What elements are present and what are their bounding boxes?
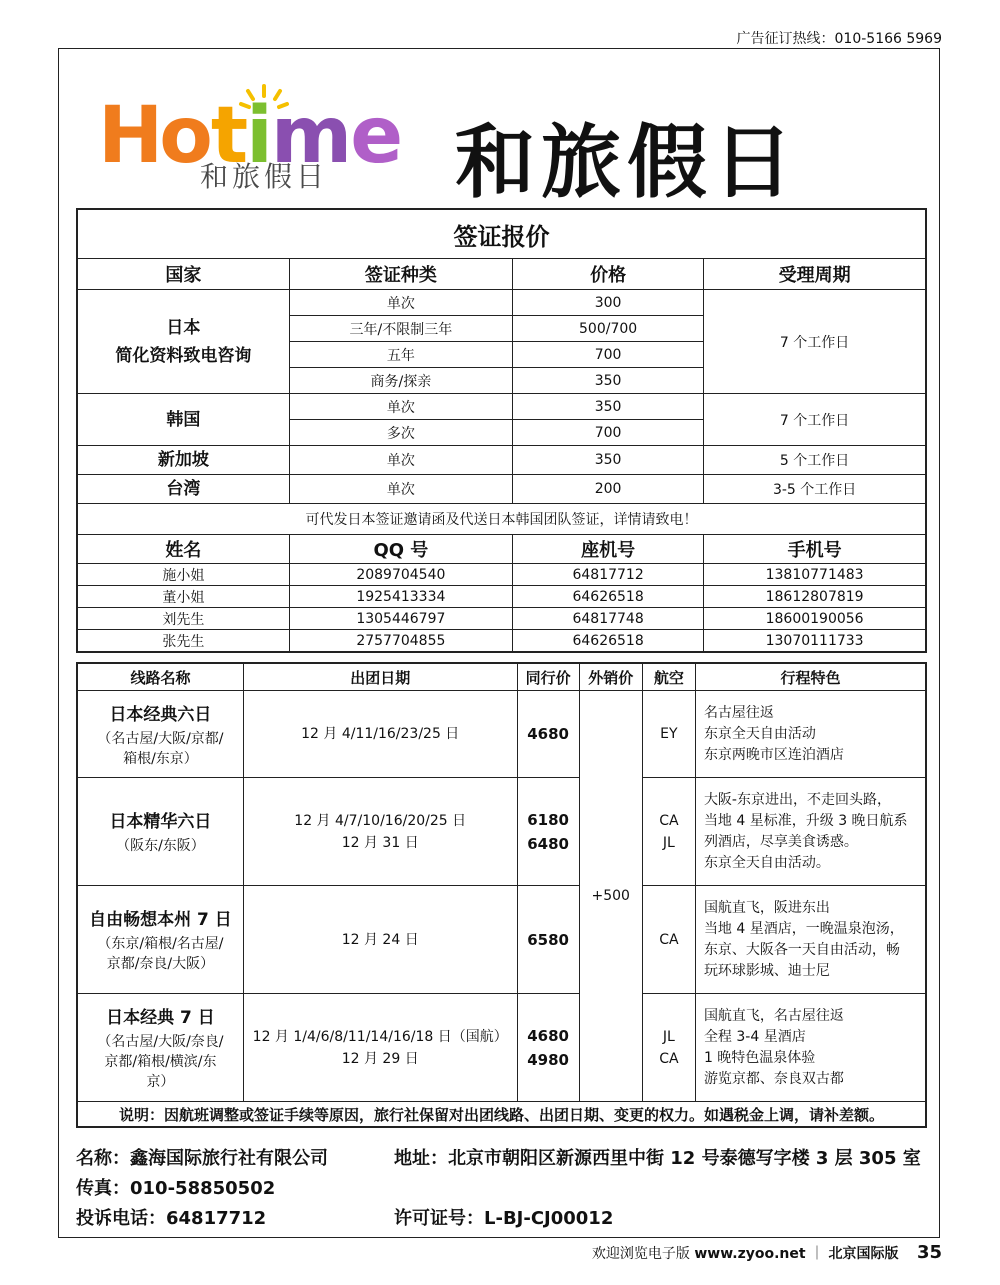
contact-row — [77, 630, 926, 653]
contact-mobile: 13070111733 — [704, 630, 926, 653]
visa-type: 五年 — [289, 342, 512, 368]
contact-header-phone: 座机号 — [513, 535, 704, 564]
contact-qq: 2757704855 — [289, 630, 512, 653]
visa-type: 单次 — [289, 446, 512, 475]
route-name: 自由畅想本州 7 日 — [89, 910, 232, 930]
route-airline — [642, 994, 695, 1102]
visa-type: 三年/不限制三年 — [289, 316, 512, 342]
route-airline — [642, 886, 695, 994]
route-name-cell — [77, 886, 243, 994]
date-line: 12 月 24 日 — [341, 931, 419, 948]
feature-line: 1 晚特色温泉体验 — [703, 1049, 816, 1066]
feature-line: 国航直飞，名古屋往返 — [703, 1007, 844, 1024]
contact-qq: 1925413334 — [289, 586, 512, 608]
footer-text: 欢迎浏览电子版 — [591, 1246, 690, 1262]
visa-type: 单次 — [289, 394, 512, 420]
visa-table-title: 签证报价 — [77, 209, 926, 259]
company-complaint-phone: 投诉电话：64817712 — [76, 1208, 267, 1229]
feature-line: 游览京都、奈良双古都 — [703, 1070, 844, 1087]
visa-price: 500/700 — [513, 316, 704, 342]
logo-subtitle: 和旅假日 — [200, 160, 329, 193]
visa-price: 200 — [513, 475, 704, 504]
route-cities: 京都/箱根/横滨/东 — [104, 1054, 217, 1070]
price-value: 6480 — [527, 834, 569, 853]
visa-type: 多次 — [289, 420, 512, 446]
price-value: 4980 — [527, 1050, 569, 1069]
visa-price: 350 — [513, 446, 704, 475]
route-dates — [243, 886, 517, 994]
tour-routes-table — [76, 662, 927, 1128]
footer-edition: 北京国际版 — [828, 1246, 899, 1262]
contact-header-qq: QQ 号 — [289, 535, 512, 564]
feature-line: 全程 3-4 星酒店 — [703, 1028, 806, 1045]
feature-line: 东京、大阪各一天自由活动，畅 — [703, 941, 900, 958]
visa-type: 单次 — [289, 290, 512, 316]
company-name: 名称：鑫海国际旅行社有限公司 — [76, 1148, 328, 1169]
tour-disclaimer: 说明：因航班调整或签证手续等原因，旅行社保留对出团线路、出团日期、变更的权力。如遇税金上调，请补差额。 — [77, 1102, 926, 1128]
price-value: 6180 — [527, 810, 569, 829]
airline-code: CA — [659, 1050, 679, 1067]
visa-period: 7 个工作日 — [704, 394, 926, 446]
feature-line: 东京两晚市区连泊酒店 — [703, 746, 844, 763]
airline-code: JL — [662, 834, 675, 851]
page-number: 35 — [916, 1242, 942, 1263]
page-footer — [592, 1242, 942, 1263]
route-dates — [243, 994, 517, 1102]
visa-note: 可代发日本签证邀请函及代送日本韩国团队签证，详情请致电！ — [77, 504, 926, 535]
company-address: 地址：北京市朝阳区新源西里中街 12 号泰德写字楼 3 层 305 室 — [394, 1148, 921, 1169]
visa-type: 单次 — [289, 475, 512, 504]
visa-country-korea: 韩国 — [77, 394, 289, 446]
contact-phone: 64817748 — [513, 608, 704, 630]
brand-title: 和旅假日 — [455, 115, 799, 209]
retail-markup: +500 — [579, 691, 642, 1102]
date-line: 12 月 4/11/16/23/25 日 — [301, 726, 460, 742]
route-trade-price — [517, 886, 579, 994]
visa-period: 7 个工作日 — [704, 290, 926, 394]
contact-name: 张先生 — [77, 630, 289, 653]
visa-period: 3-5 个工作日 — [704, 475, 926, 504]
contact-phone: 64626518 — [513, 586, 704, 608]
route-features — [695, 994, 926, 1102]
contact-phone: 64626518 — [513, 630, 704, 653]
feature-line: 名古屋往返 — [703, 704, 774, 721]
visa-header-period: 受理周期 — [704, 259, 926, 290]
tour-header-trade-price: 同行价 — [517, 663, 579, 691]
visa-header-country: 国家 — [77, 259, 289, 290]
route-airline — [642, 778, 695, 886]
tour-row — [77, 691, 926, 778]
feature-line: 当地 4 星标准，升级 3 晚日航系 — [703, 812, 908, 829]
contact-row — [77, 564, 926, 586]
visa-price-table — [76, 208, 927, 653]
contact-row — [77, 586, 926, 608]
route-features — [695, 691, 926, 778]
tour-row — [77, 778, 926, 886]
route-airline — [642, 691, 695, 778]
route-dates — [243, 691, 517, 778]
footer-site-link[interactable]: www.zyoo.net — [694, 1246, 806, 1262]
route-name-cell — [77, 994, 243, 1102]
route-name-cell — [77, 691, 243, 778]
contact-qq: 2089704540 — [289, 564, 512, 586]
visa-price: 700 — [513, 342, 704, 368]
contact-qq: 1305446797 — [289, 608, 512, 630]
tour-header-dates: 出团日期 — [243, 663, 517, 691]
route-dates — [243, 778, 517, 886]
route-name: 日本精华六日 — [109, 812, 212, 832]
contact-phone: 64817712 — [513, 564, 704, 586]
route-cities: （东京/箱根/名古屋/ — [97, 936, 224, 952]
date-line: 12 月 4/7/10/16/20/25 日 — [294, 812, 467, 829]
route-trade-price — [517, 994, 579, 1102]
date-line: 12 月 29 日 — [341, 1050, 419, 1067]
contact-header-mobile: 手机号 — [704, 535, 926, 564]
airline-code: JL — [662, 1028, 675, 1045]
visa-header-price: 价格 — [513, 259, 704, 290]
feature-line: 东京全天自由活动。 — [703, 854, 830, 871]
visa-price: 350 — [513, 394, 704, 420]
route-features — [695, 778, 926, 886]
svg-text:Hotime: Hotime — [98, 91, 404, 181]
route-name: 日本经典六日 — [109, 704, 212, 725]
logo-letter-h: H — [98, 91, 164, 181]
date-line: 12 月 1/4/6/8/11/14/16/18 日（国航） — [252, 1028, 508, 1045]
route-name: 日本经典 7 日 — [106, 1008, 215, 1028]
visa-price: 700 — [513, 420, 704, 446]
feature-line: 大阪-东京进出，不走回头路， — [703, 791, 891, 808]
contact-mobile: 13810771483 — [704, 564, 926, 586]
visa-country-singapore: 新加坡 — [77, 446, 289, 475]
route-features — [695, 886, 926, 994]
visa-type: 商务/探亲 — [289, 368, 512, 394]
tour-header-airline: 航空 — [642, 663, 695, 691]
feature-line: 玩环球影城、迪士尼 — [703, 962, 830, 979]
feature-line: 国航直飞，阪进东出 — [703, 899, 830, 916]
price-value: 4680 — [527, 725, 569, 743]
date-line: 12 月 31 日 — [341, 834, 419, 851]
visa-header-type: 签证种类 — [289, 259, 512, 290]
price-value: 6580 — [527, 930, 569, 949]
route-cities: 箱根/东京） — [123, 750, 198, 767]
contact-name: 董小姐 — [77, 586, 289, 608]
ad-hotline: 广告征订热线：010-5166 5969 — [736, 31, 942, 47]
company-license: 许可证号：L-BJ-CJ00012 — [394, 1208, 614, 1229]
route-cities: （名古屋/大阪/京都/ — [97, 730, 224, 747]
country-note: 简化资料致电咨询 — [115, 345, 252, 366]
contact-name: 施小姐 — [77, 564, 289, 586]
contact-header-name: 姓名 — [77, 535, 289, 564]
contact-row — [77, 608, 926, 630]
tour-row — [77, 994, 926, 1102]
route-cities: （阪东/东阪） — [116, 838, 205, 854]
company-fax: 传真：010-58850502 — [76, 1178, 276, 1199]
feature-line: 列酒店，尽享美食诱惑。 — [703, 833, 858, 850]
country-name: 日本 — [166, 317, 201, 338]
feature-line: 东京全天自由活动 — [703, 725, 816, 742]
tour-header-retail-price: 外销价 — [579, 663, 642, 691]
route-cities: 京都/奈良/大阪） — [106, 956, 215, 972]
visa-period: 5 个工作日 — [704, 446, 926, 475]
airline-code: CA — [659, 812, 679, 829]
visa-price: 350 — [513, 368, 704, 394]
route-cities: 京） — [146, 1074, 175, 1090]
tour-header-route: 线路名称 — [77, 663, 243, 691]
price-value: 4680 — [527, 1026, 569, 1045]
route-name-cell — [77, 778, 243, 886]
tour-row — [77, 886, 926, 994]
route-cities: （名古屋/大阪/奈良/ — [97, 1034, 224, 1050]
contact-mobile: 18612807819 — [704, 586, 926, 608]
visa-country-taiwan: 台湾 — [77, 475, 289, 504]
visa-price: 300 — [513, 290, 704, 316]
contact-mobile: 18600190056 — [704, 608, 926, 630]
route-trade-price — [517, 778, 579, 886]
contact-name: 刘先生 — [77, 608, 289, 630]
visa-country-japan — [77, 290, 289, 394]
footer-divider: ｜ — [810, 1246, 829, 1262]
route-trade-price — [517, 691, 579, 778]
feature-line: 当地 4 星酒店，一晚温泉泡汤， — [703, 920, 904, 937]
tour-header-features: 行程特色 — [695, 663, 926, 691]
airline-code: EY — [660, 726, 678, 742]
airline-code: CA — [659, 931, 679, 948]
